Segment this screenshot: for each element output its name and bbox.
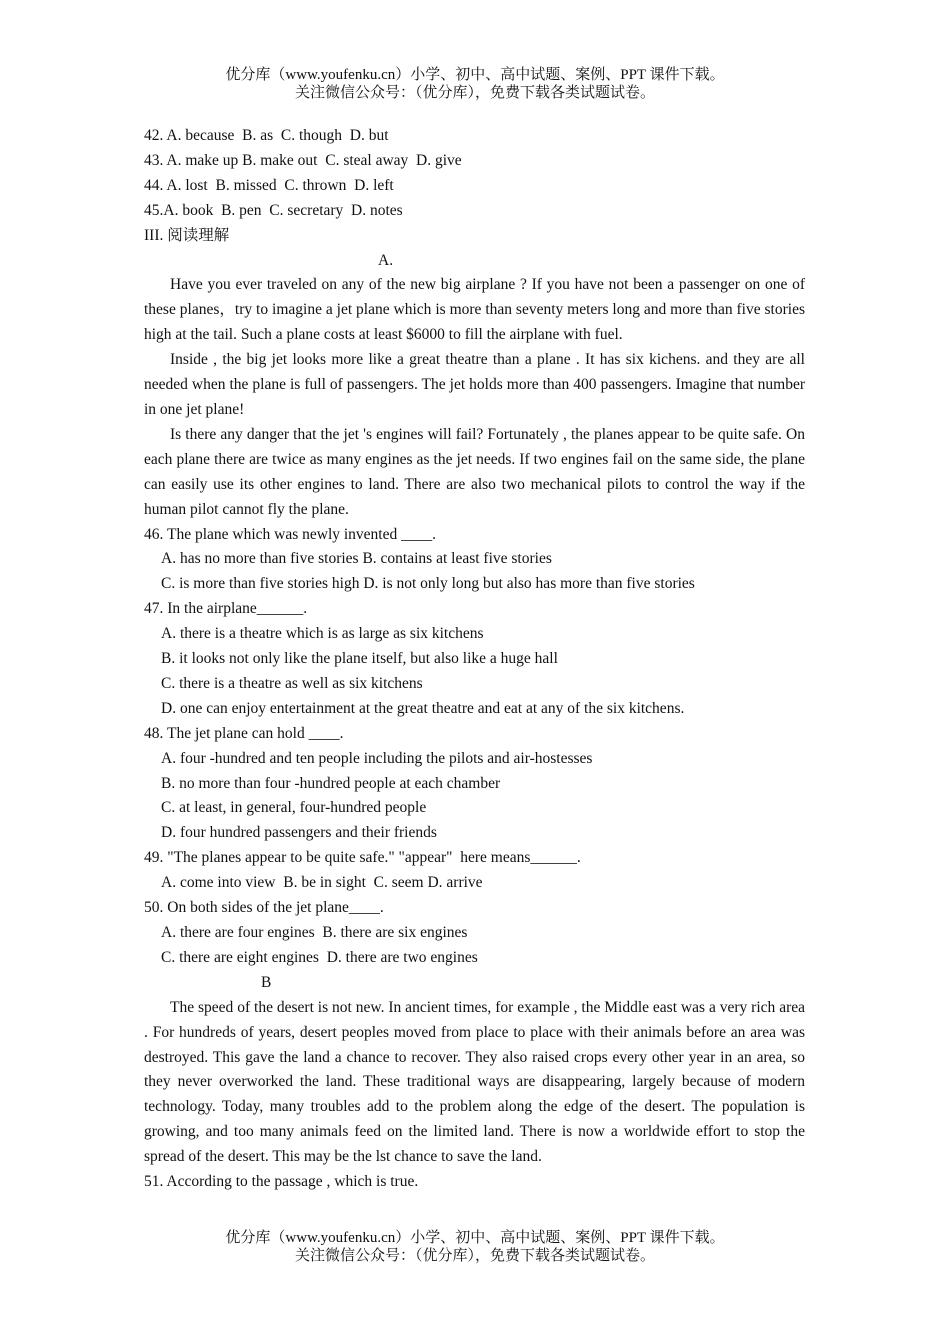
cloze-option-43: 43. A. make up B. make out C. steal away D. give <box>144 151 462 169</box>
question-48-option-c: C. at least, in general, four-hundred people <box>161 799 427 817</box>
question-51-stem: 51. According to the passage , which is true. <box>144 1173 419 1191</box>
cloze-option-45: 45.A. book B. pen C. secretary D. notes <box>144 201 403 219</box>
question-47-option-c: C. there is a theatre as well as six kitchens <box>161 674 423 692</box>
question-47-option-d: D. one can enjoy entertainment at the great theatre and eat at any of the six kitchens. <box>161 699 685 717</box>
question-47-stem: 47. In the airplane______. <box>144 600 308 618</box>
header-line-1: 优分库（www.youfenku.cn）小学、初中、高中试题、案例、PPT 课件下载。 <box>225 67 725 83</box>
question-50-option-line: A. there are four engines B. there are six engines <box>161 924 468 941</box>
footer-line-1: 优分库（www.youfenku.cn）小学、初中、高中试题、案例、PPT 课件下载。 <box>225 1230 725 1246</box>
page-footer <box>0 1229 950 1265</box>
question-49-options: A. come into view B. be in sight C. seem D. arrive <box>161 874 483 892</box>
document-body <box>144 124 805 1195</box>
question-48-option-a: A. four -hundred and ten people including the pilots and air-hostesses <box>161 749 593 767</box>
passage-a-paragraph-3: Is there any danger that the jet 's engines will fail? Fortunately , the planes appear to be quite safe. On each plane there are twice as many engines as the jet needs. If two engines fail on the same side, the plane can easily use its other engines to land. There are also two mechanical pilots to control the way if the human pilot cannot fly the plane. <box>144 425 805 518</box>
passage-a-paragraph-2: Inside , the big jet looks more like a great theatre than a plane . It has six kichens. and they are all needed when the plane is full of passengers. The jet holds more than 400 passengers. Imagine that number in one jet plane! <box>144 351 805 418</box>
cloze-option-42: 42. A. because B. as C. though D. but <box>144 127 389 144</box>
page-header <box>0 66 950 102</box>
header-line-2: 关注微信公众号：（优分库），免费下载各类试题试卷。 <box>294 85 655 101</box>
question-46-option-line: A. has no more than five stories B. contains at least five stories <box>161 550 552 568</box>
question-49-stem: 49. "The planes appear to be quite safe." "appear" here means______. <box>144 849 581 867</box>
passage-a-label: A. <box>378 251 394 269</box>
question-48-option-d: D. four hundred passengers and their friends <box>161 824 437 842</box>
passage-b-paragraph: The speed of the desert is not new. In ancient times, for example , the Middle east was a very rich area . For hundreds of years, desert peoples moved from place to place with their animals before an area was destroyed. This gave the land a chance to recover. They also raised crops every other year in an area, so they never overworked the land. These traditional ways are disappearing, largely because of modern technology. Today, many troubles add to the problem along the edge of the desert. The population is growing, and too many animals feed on the limited land. There is now a worldwide effort to stop the spread of the desert. This may be the lst chance to save the land. <box>144 998 805 1166</box>
passage-a-paragraph-1: Have you ever traveled on any of the new big airplane ? If you have not been a passenger on one of these planes，try to imagine a jet plane which is more than seventy meters long and more than five stories high at the tail. Such a plane costs at least $6000 to fill the airplane with fuel. <box>144 276 805 344</box>
section-title: III. 阅读理解 <box>144 226 230 244</box>
passage-b-label: B <box>261 973 272 991</box>
footer-line-2: 关注微信公众号：（优分库），免费下载各类试题试卷。 <box>294 1248 655 1264</box>
cloze-option-44: 44. A. lost B. missed C. thrown D. left <box>144 176 394 194</box>
question-48-stem: 48. The jet plane can hold ____. <box>144 724 344 742</box>
question-50-stem: 50. On both sides of the jet plane____. <box>144 899 384 917</box>
question-47-option-a: A. there is a theatre which is as large as six kitchens <box>161 625 484 643</box>
question-50-option-line: C. there are eight engines D. there are two engines <box>161 948 478 966</box>
question-46-option-line: C. is more than five stories high D. is not only long but also has more than five stories <box>161 575 695 593</box>
question-47-option-b: B. it looks not only like the plane itself, but also like a huge hall <box>161 650 558 668</box>
question-46-stem: 46. The plane which was newly invented ____. <box>144 525 436 543</box>
question-48-option-b: B. no more than four -hundred people at each chamber <box>161 774 501 792</box>
